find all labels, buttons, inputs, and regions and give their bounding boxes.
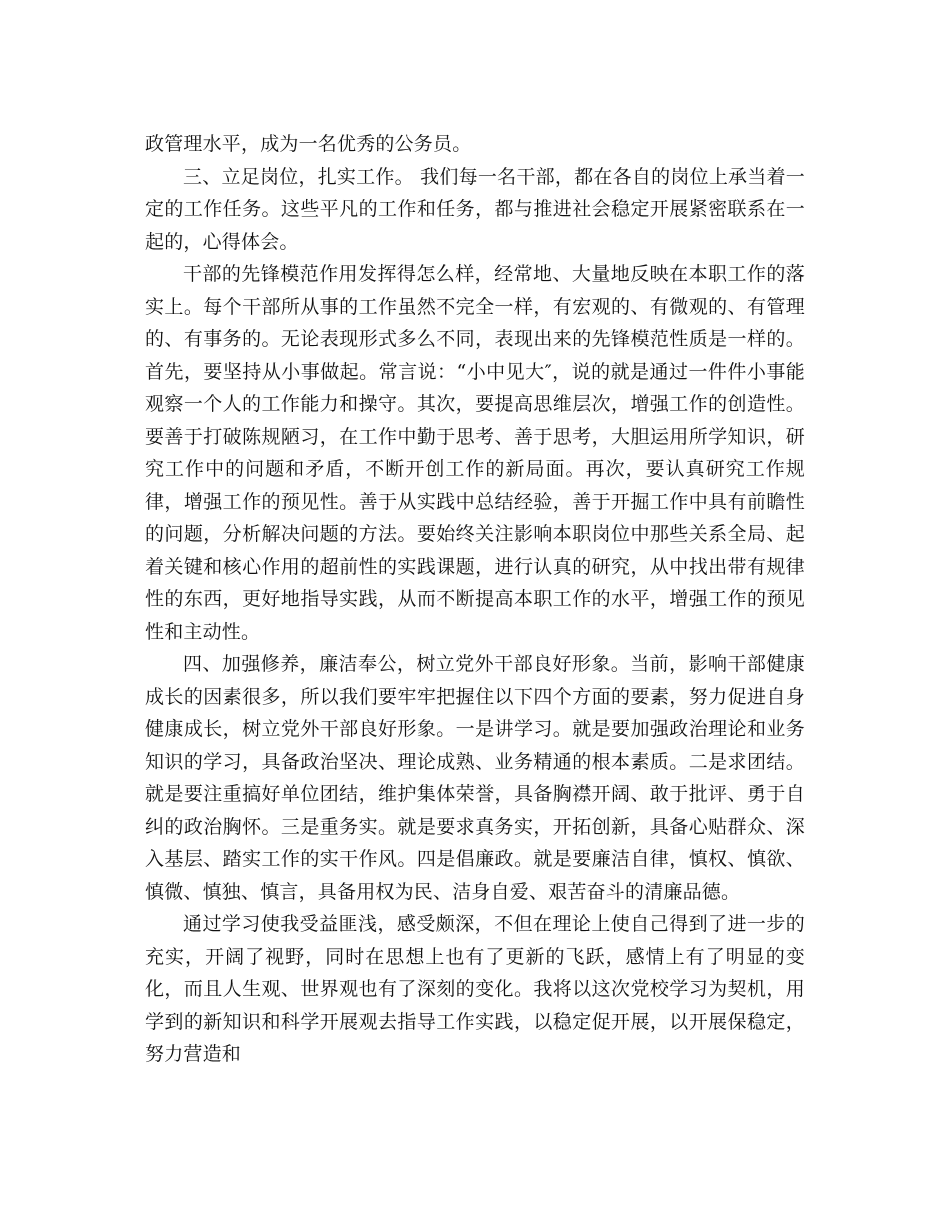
paragraph-continuation: 政管理水平，成为一名优秀的公务员。	[145, 133, 472, 155]
paragraph-vanguard-role: 干部的先锋模范作用发挥得怎么样，经常地、大量地反映在本职工作的落实上。每个干部所从事的工作虽然不完全一样，有宏观的、有微观的、有管理的、有事务的。无论表现形式多么不同，表现出来的先锋模范性质是一样的。首先，要坚持从小事做起。常言说：“小中见大″，说的就是通过一件件小事能观察一个人的工作能力和操守。其次，要提高思维层次，增强工作的创造性。要善于打破陈规陋习，在工作中勤于思考、善于思考，大胆运用所学知识，研究工作中的问题和矛盾，不断开创工作的新局面。再次，要认真研究工作规律，增强工作的预见性。善于从实践中总结经验，善于开掘工作中具有前瞻性的问题，分析解决问题的方法。要始终关注影响本职岗位中那些关系全局、起着关键和核心作用的超前性的实践课题，进行认真的研究，从中找出带有规律性的东西，更好地指导实践，从而不断提高本职工作的水平，增强工作的预见性和主动性。	[145, 263, 805, 643]
paragraph-section-four: 四、加强修养，廉洁奉公，树立党外干部良好形象。当前，影响干部健康成长的因素很多，所以我们要牢牢把握住以下四个方面的要素，努力促进自身健康成长，树立党外干部良好形象。一是讲学习。就是要加强政治理论和业务知识的学习，具备政治坚决、理论成熟、业务精通的根本素质。二是求团结。就是要注重搞好单位团结，维护集体荣誉，具备胸襟开阔、敢于批评、勇于自纠的政治胸怀。三是重务实。就是要求真务实，开拓创新，具备心贴群众、深入基层、踏实工作的实干作风。四是倡廉政。就是要廉洁自律，慎权、慎欲、慎微、慎独、慎言，具备用权为民、洁身自爱、艰苦奋斗的清廉品德。	[145, 653, 805, 903]
paragraph-conclusion: 通过学习使我受益匪浅，感受颇深，不但在理论上使自己得到了进一步的充实，开阔了视野，同时在思想上也有了更新的飞跃，感情上有了明显的变化，而且人生观、世界观也有了深刻的变化。我将以这次党校学习为契机，用学到的新知识和科学开展观去指导工作实践，以稳定促开展，以开展保稳定，努力营造和	[145, 913, 805, 1065]
paragraph-section-three: 三、立足岗位，扎实工作。 我们每一名干部，都在各自的岗位上承当着一定的工作任务。这些平凡的工作和任务，都与推进社会稳定开展紧密联系在一起的，心得体会。	[145, 165, 805, 253]
document-body	[145, 128, 805, 1071]
